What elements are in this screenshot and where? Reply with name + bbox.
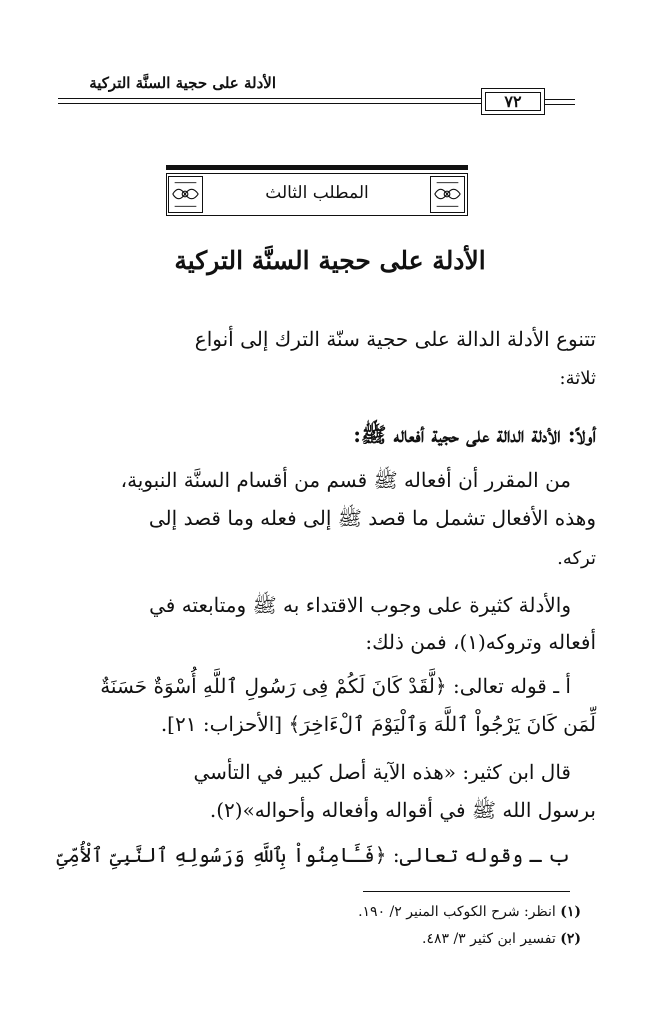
- footnote-rule: [363, 891, 570, 892]
- footnote-2: [422, 932, 581, 946]
- right-ornament-icon: [430, 176, 465, 213]
- footnote-1: [358, 905, 581, 919]
- quran-verse-line: ب ـ وقوله تعالى: ﴿فَـَٔامِنُواْ بِٱللَّهِ وَرَسُولِهِ ٱلنَّبِىِّ ٱلْأُمِّىِّ: [56, 843, 571, 867]
- footnote-number: (٢): [560, 931, 581, 947]
- body-line: قال ابن كثير: «هذه الآية أصل كبير في التأسي: [193, 760, 571, 784]
- section-label: المطلب الثالث: [265, 183, 369, 203]
- header-rule: [58, 98, 481, 99]
- section-top-bar: [166, 165, 468, 170]
- chapter-title: الأدلة على حجية السنَّة التركية: [174, 246, 486, 275]
- body-line: تتنوع الأدلة الدالة على حجية سنّة الترك إلى أنواع: [194, 327, 596, 351]
- running-header-title: الأدلة على حجية السنَّة التركية: [89, 74, 276, 92]
- body-line: برسول الله ﷺ في أقواله وأفعاله وأحواله»(٢).: [209, 798, 596, 822]
- body-line: والأدلة كثيرة على وجوب الاقتداء به ﷺ ومتابعته في: [149, 593, 571, 617]
- subheading: أولاً: الأدلة الدالة على حجية أفعاله ﷺ:: [353, 422, 596, 447]
- footnote-text: انظر: شرح الكوكب المنير ٢/ ١٩٠.: [358, 904, 556, 920]
- quran-verse-line: أ ـ قوله تعالى: ﴿لَّقَدْ كَانَ لَكُمْ فِى رَسُولِ ٱللَّهِ أُسْوَةٌ حَسَنَةٌ: [100, 674, 571, 698]
- footnote-number: (١): [560, 904, 581, 920]
- header-rule-thin: [58, 103, 481, 104]
- page-number: ٧٢: [504, 92, 522, 111]
- header-rule-right-thin: [545, 104, 575, 105]
- body-line: ثلاثة:: [559, 368, 596, 389]
- body-line: أفعاله وتروكه(١)، فمن ذلك:: [365, 630, 596, 654]
- body-line: وهذه الأفعال تشمل ما قصد ﷺ إلى فعله وما قصد إلى: [148, 506, 596, 530]
- left-ornament-icon: [168, 176, 203, 213]
- footnote-text: تفسير ابن كثير ٣/ ٤٨٣.: [421, 931, 556, 947]
- header-rule-right: [545, 99, 575, 100]
- quran-verse-line: لِّمَن كَانَ يَرْجُواْ ٱللَّهَ وَٱلْيَوْمَ ٱلْءَاخِرَ﴾ [الأحزاب: ٢١].: [160, 712, 596, 736]
- body-line: تركه.: [557, 548, 596, 569]
- body-line: من المقرر أن أفعاله ﷺ قسم من أقسام السنَّة النبوية،: [120, 468, 571, 492]
